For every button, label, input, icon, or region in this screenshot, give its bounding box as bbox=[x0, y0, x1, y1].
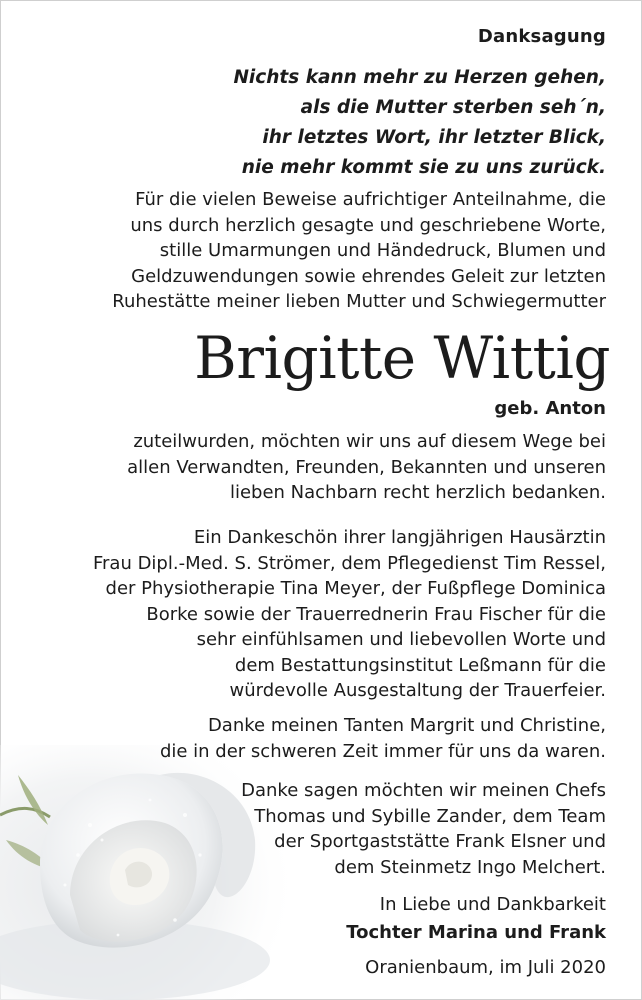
deceased-name: Brigitte Wittig bbox=[194, 324, 610, 392]
text-line: Ruhestätte meiner lieben Mutter und Schwiegermutter bbox=[112, 291, 606, 312]
signature: Tochter Marina und Frank bbox=[346, 922, 606, 943]
text-line: uns durch herzlich gesagte und geschriebene Worte, bbox=[130, 214, 606, 236]
poem-line: nie mehr kommt sie zu uns zurück. bbox=[241, 157, 606, 178]
intro-paragraph bbox=[112, 187, 606, 315]
text-line: die in der schweren Zeit immer für uns da waren. bbox=[159, 740, 606, 762]
text-line: Thomas und Sybille Zander, dem Team bbox=[254, 805, 606, 827]
text-line: Borke sowie der Trauerrednerin Frau Fischer für die bbox=[146, 603, 606, 625]
poem-line: als die Mutter sterben seh´n, bbox=[300, 97, 606, 118]
text-line: Ein Dankeschön ihrer langjährigen Hausärztin bbox=[193, 527, 606, 548]
text-line: dem Steinmetz Ingo Melchert. bbox=[334, 856, 606, 878]
text-line: sehr einfühlsamen und liebevollen Worte und bbox=[196, 629, 606, 650]
poem-line: ihr letztes Wort, ihr letzter Blick, bbox=[262, 127, 606, 148]
closing-block bbox=[346, 891, 606, 947]
poem bbox=[46, 63, 606, 183]
closing-phrase: In Liebe und Dankbarkeit bbox=[379, 894, 606, 915]
text-line: dem Bestattungsinstitut Leßmann für die bbox=[234, 654, 606, 676]
text-line: allen Verwandten, Freunden, Bekannten und unseren bbox=[127, 456, 606, 478]
text-line: der Physiotherapie Tina Meyer, der Fußpflege Dominica bbox=[105, 578, 606, 599]
place-date: Oranienbaum, im Juli 2020 bbox=[365, 957, 606, 978]
text-line: lieben Nachbarn recht herzlich bedanken. bbox=[229, 482, 606, 503]
text-line: stille Umarmungen und Händedruck, Blumen und bbox=[159, 240, 606, 261]
text-line: Für die vielen Beweise aufrichtiger Anteilnahme, die bbox=[135, 189, 606, 210]
notice-heading: Danksagung bbox=[477, 26, 606, 47]
thanks-aunts-paragraph bbox=[160, 713, 606, 764]
text-line: würdevolle Ausgestaltung der Trauerfeier. bbox=[229, 680, 606, 701]
poem-line: Nichts kann mehr zu Herzen gehen, bbox=[233, 67, 606, 88]
birth-name: geb. Anton bbox=[494, 398, 606, 419]
text-line: Frau Dipl.-Med. S. Strömer, dem Pflegedienst Tim Ressel, bbox=[92, 552, 606, 574]
thanks-care-paragraph bbox=[93, 525, 606, 704]
text-line: Danke sagen möchten wir meinen Chefs bbox=[241, 780, 606, 801]
text-line: der Sportgaststätte Frank Elsner und bbox=[274, 831, 606, 852]
text-line: zuteilwurden, möchten wir uns auf diesem Wege bei bbox=[133, 431, 606, 452]
thanks-bosses-paragraph bbox=[241, 778, 606, 880]
thanks-general-paragraph bbox=[127, 429, 606, 506]
text-line: Danke meinen Tanten Margrit und Christine, bbox=[207, 715, 606, 736]
text-line: Geldzuwendungen sowie ehrendes Geleit zur letzten bbox=[131, 265, 606, 287]
